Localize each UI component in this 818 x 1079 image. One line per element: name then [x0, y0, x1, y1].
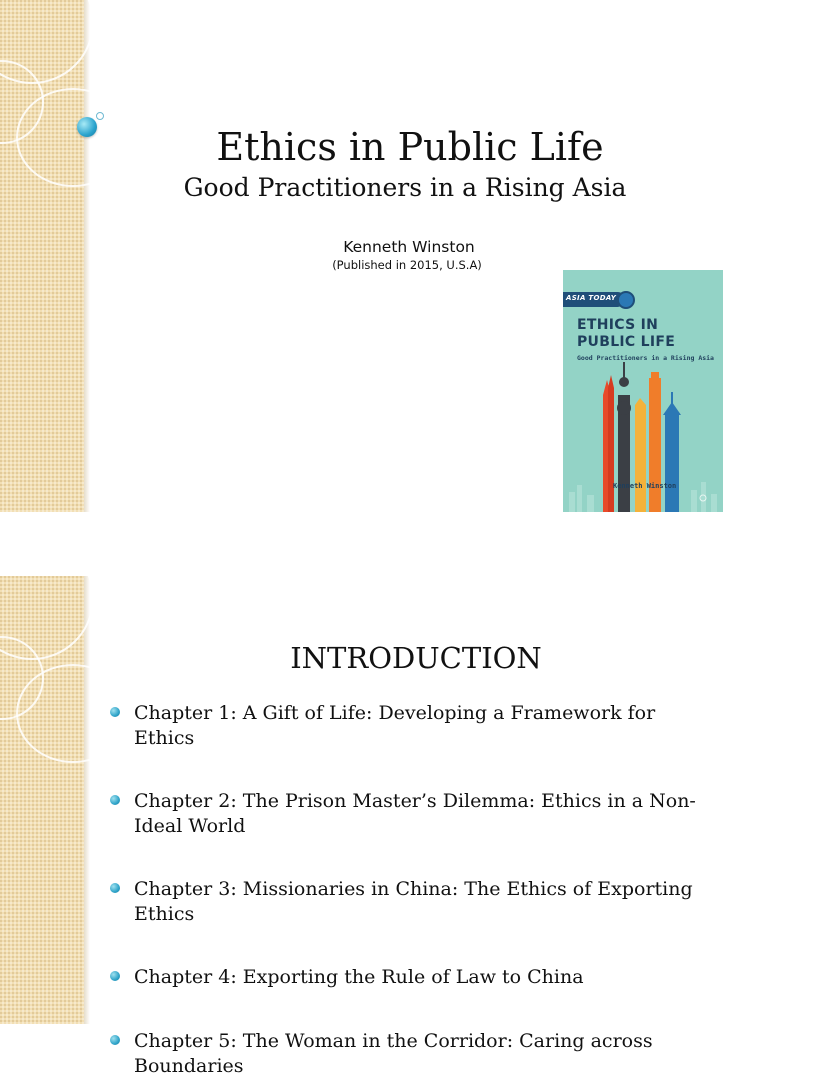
author-name: Kenneth Winston: [343, 238, 475, 256]
cover-title-line1: ETHICS IN: [577, 317, 659, 333]
book-cover-image: [563, 270, 723, 517]
bullet-dot-icon: [110, 707, 120, 717]
decorative-bead-small: [96, 112, 104, 120]
slide-title-text: Ethics in Public Life: [216, 125, 604, 169]
bullet-dot-icon: [110, 1035, 120, 1045]
slide-subtitle: Good Practitioners in a Rising Asia: [183, 173, 627, 202]
cover-title-line2: PUBLIC LIFE: [577, 334, 676, 350]
list-item: [108, 1029, 708, 1079]
chapter-text: Chapter 5: The Woman in the Corridor: Caring across Boundaries: [134, 1030, 653, 1077]
chapter-text: Chapter 1: A Gift of Life: Developing a Framework for Ethics: [134, 702, 656, 749]
cover-subtitle: Good Practitioners in a Rising Asia: [577, 354, 714, 362]
list-item: [108, 965, 708, 990]
bullet-dot-icon: [110, 795, 120, 805]
bullet-dot-icon: [110, 883, 120, 893]
chapter-text: Chapter 2: The Prison Master’s Dilemma: Ethics in a Non-Ideal World: [134, 790, 696, 837]
cover-skyline-illustration: [563, 270, 723, 517]
cover-series-label: ASIA TODAY: [566, 294, 617, 302]
list-item: [108, 701, 708, 751]
slide-title: [0, 0, 768, 512]
side-strip-shadow: [84, 0, 90, 512]
chapter-list: [108, 701, 708, 1079]
chapter-text: Chapter 4: Exporting the Rule of Law to China: [134, 966, 584, 988]
list-item: [108, 877, 708, 927]
bullet-dot-icon: [110, 971, 120, 981]
slide-gap: [0, 512, 768, 576]
cover-author: Kenneth Winston: [613, 482, 677, 490]
list-item: [108, 789, 708, 839]
slide-introduction: [0, 576, 768, 1077]
chapter-text: Chapter 3: Missionaries in China: The Ethics of Exporting Ethics: [134, 878, 693, 925]
section-heading: INTRODUCTION: [290, 641, 542, 675]
publication-info: (Published in 2015, U.S.A): [332, 258, 482, 272]
